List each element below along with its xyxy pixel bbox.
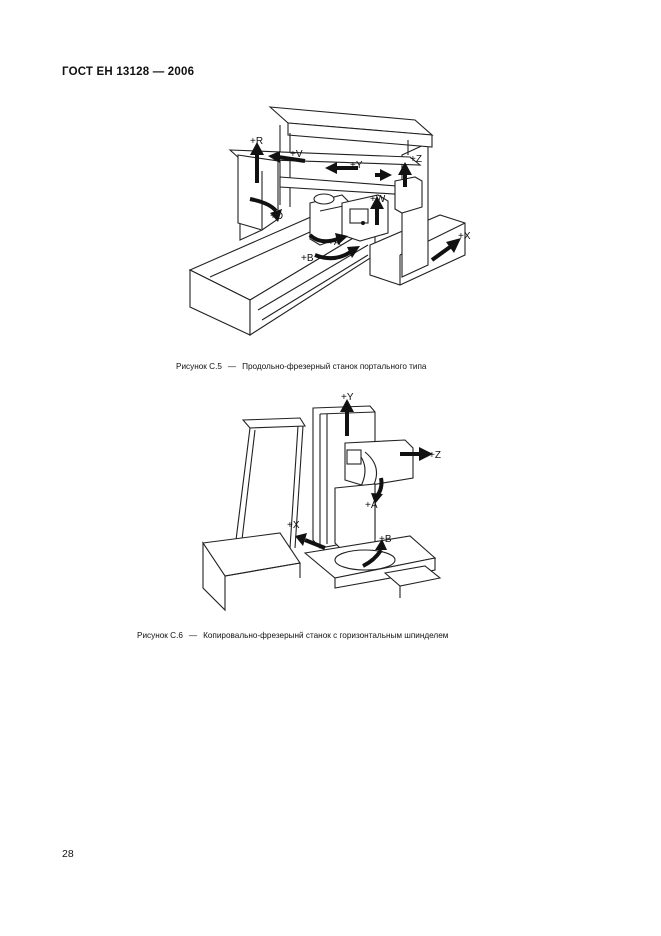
figure-c5-caption-dash: — [227, 362, 237, 371]
figure-c6-caption-dash: — [188, 631, 198, 640]
axis-label-b: +B [379, 534, 392, 545]
figure-c6-caption-label: Рисунок С.6 [137, 631, 183, 640]
axis-label-a: +A [328, 237, 341, 248]
axis-label-w: +W [370, 194, 386, 205]
axis-label-x: +X [458, 231, 471, 242]
figure-c5-portal-milling-machine [170, 95, 480, 345]
figure-c5-caption [176, 362, 426, 371]
axis-label-b: +B [301, 253, 314, 264]
axis-label-a: +A [365, 500, 378, 511]
axis-label-r: +R [250, 136, 264, 147]
figure-c5-caption-text: Продольно-фрезерный станок портального типа [242, 362, 427, 371]
figure-c6-caption [137, 631, 448, 640]
axis-label-y: +Y [350, 160, 363, 171]
figure-c5-caption-label: Рисунок С.5 [176, 362, 222, 371]
axis-label-z: +Z [410, 154, 422, 165]
page-number: 28 [62, 848, 74, 860]
document-header: ГОСТ ЕН 13128 — 2006 [62, 66, 195, 78]
figure-c6-caption-text: Копировально-фрезерынй станок с горизонтальным шпинделем [203, 631, 449, 640]
axis-label-z: +Z [429, 450, 441, 461]
axis-label-v: +V [290, 149, 303, 160]
copy-milling-drawing [195, 388, 455, 613]
figure-c6-copy-milling-machine [195, 388, 455, 613]
axis-label-d: +D [270, 211, 284, 222]
portal-milling-drawing [170, 95, 480, 345]
axis-label-y: +Y [341, 392, 354, 403]
axis-label-x: +X [287, 520, 300, 531]
